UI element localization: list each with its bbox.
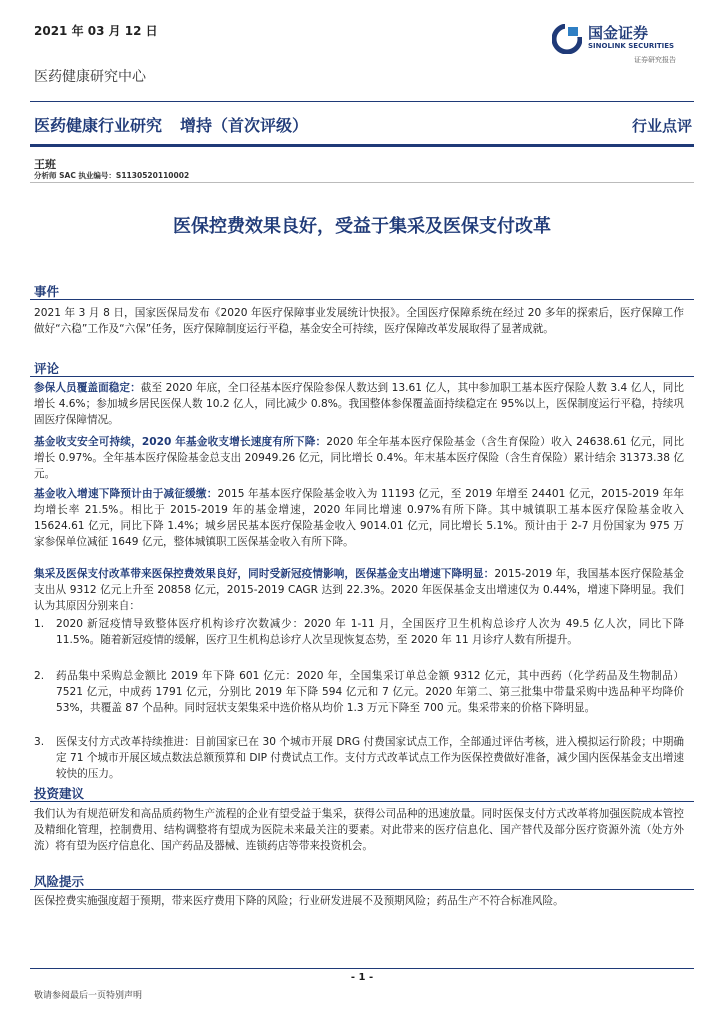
paragraph-body: 2015-2019 年，我国基本医疗保险基金支出从 9312 亿元上升至 20858 亿元，2015-2019 CAGR 达到 22.3%。2020 年医保基金支出增速仅为 0.44%，增速下降明显。我们认为其原因分别来自： (34, 568, 684, 612)
list-item (34, 616, 684, 648)
list-item (34, 734, 684, 782)
report-category: 医药健康行业研究 (34, 116, 163, 135)
list-number: 3. (34, 736, 45, 748)
analyst-name: 王班 (34, 158, 56, 171)
logo-subtitle: 证券研究报告 (634, 56, 676, 64)
header-divider (30, 101, 694, 102)
analyst-divider (30, 182, 694, 183)
paragraph-body: 2015 年基本医疗保险基金收入为 11193 亿元，至 2019 年增至 24401 亿元，2015-2019 年年均增长率 21.5%。相比于 2015-2019 年的基金增速，2020 年同比增速 0.97%有所下降。其中城镇职工基本医疗保险基金收入 15624.61 亿元，同比下降 1.4%；城乡居民基本医疗保险基金收入 9014.01 亿元，同比增长 5.1%。预计由于 2-7 月份国家为 975 万家参保单位减征 1649 亿元，整体城镇职工医保基金收入有所下降。 (34, 488, 684, 548)
list-text: 2020 新冠疫情导致整体医疗机构诊疗次数减少：2020 年 1-11 月，全国医疗卫生机构总诊疗人次为 49.5 亿人次，同比下降 11.5%。随着新冠疫情的缓解，医疗卫生机构总诊疗人次呈现恢复态势，至 2020 年 11 月诊疗人数有所提升。 (56, 618, 684, 646)
comment-paragraph-coverage (34, 380, 684, 428)
section-divider (30, 376, 694, 377)
investment-paragraph: 我们认为有规范研发和高品质药物生产流程的企业有望受益于集采，获得公司品种的迅速放量。同时医保支付方式改革将加强医院成本管控及精细化管理，控制费用、结构调整将有望成为医院未来最关注的要素。对此带来的医疗信息化、国产替代及部分医疗资源外流（处方外流）将有望为医疗信息化、国产药品及器械、连锁药店等带来投资机会。 (34, 808, 684, 852)
risk-paragraph: 医保控费实施强度超于预期，带来医疗费用下降的风险；行业研发进展不及预期风险；药品生产不符合标准风险。 (34, 895, 564, 907)
section-title-investment: 投资建议 (34, 786, 85, 801)
analyst-certificate: 分析师 SAC 执业编号：S1130520110002 (34, 171, 190, 180)
page-number: - 1 - (350, 972, 374, 983)
rating-badge: 增持（首次评级） (180, 116, 309, 135)
paragraph-lead: 基金收支安全可持续，2020 年基金收支增长速度有所下降： (34, 436, 327, 448)
paragraph-body: 截至 2020 年底，全口径基本医疗保险参保人数达到 13.61 亿人，其中参加职工基本医疗保险人数 3.4 亿人，同比增长 4.6%；参加城乡居民医保人数 10.2 亿人，同比减少 0.8%。我国整体参保覆盖面持续稳定在 95%以上，医保制度运行平稳，持续巩固医疗保障情况。 (34, 382, 684, 426)
company-logo (548, 20, 698, 72)
title-divider (30, 144, 694, 147)
report-type: 行业点评 (631, 117, 692, 135)
report-title (34, 113, 308, 136)
section-title-comment: 评论 (34, 361, 60, 376)
list-number: 1. (34, 618, 45, 630)
paragraph-body: 2020 年全年基本医疗保险基金（含生育保险）收入 24638.61 亿元，同比增长 0.97%。全年基本医疗保险基金总支出 20949.26 亿元，同比增长 0.4%。年末基本医疗保险（含生育保险）累计结余 31373.38 亿元。 (34, 436, 685, 480)
comment-paragraph-fund-safety (34, 434, 684, 482)
logo-english-name: SINOLINK SECURITIES (588, 42, 675, 50)
comment-paragraph-expenditure (34, 566, 684, 614)
logo-emblem-icon (552, 24, 582, 54)
paragraph-lead: 基金收入增速下降预计由于减征缓缴： (34, 488, 218, 500)
report-date: 2021 年 03 月 12 日 (34, 24, 158, 38)
section-divider (30, 801, 694, 802)
section-title-risk: 风险提示 (34, 874, 85, 889)
event-paragraph: 2021 年 3 月 8 日，国家医保局发布《2020 年医疗保障事业发展统计快报》。全国医疗保障系统在经过 20 多年的探索后，医疗保障工作做好“六稳”工作及“六保”任务，医疗保障制度运行平稳，基金安全可持续，医疗保障改革发展取得了显著成就。 (34, 307, 684, 335)
headline: 医保控费效果良好，受益于集采及医保支付改革 (173, 216, 551, 237)
logo-chinese-name: 国金证券 (588, 24, 649, 42)
list-text: 医保支付方式改革持续推进：目前国家已在 30 个城市开展 DRG 付费国家试点工作，全部通过评估考核，进入模拟运行阶段；中期确定 71 个城市开展区域点数法总额预算和 DIP 付费试点工作。支付方式改革试点工作为医保控费做好准备，减少国内医保基金支出增速较快的压力。 (56, 736, 684, 780)
section-divider (30, 299, 694, 300)
list-text: 药品集中采购总金额比 2019 年下降 601 亿元：2020 年，全国集采订单总金额 9312 亿元，其中西药（化学药品及生物制品）7521 亿元，中成药 1791 亿元，分别比 2019 年下降 594 亿元和 7 亿元。2020 年第二、第三批集中带量采购中选品种平均降价 53%，共覆盖 87 个品种。同时冠状支架集采中选价格从均价 1.3 万元下降至 700 元。集采带来的价格下降明显。 (56, 670, 684, 714)
research-center: 医药健康研究中心 (34, 69, 146, 85)
paragraph-lead: 集采及医保支付改革带来医保控费效果良好，同时受新冠疫情影响，医保基金支出增速下降明显： (34, 568, 495, 580)
section-divider (30, 889, 694, 890)
list-number: 2. (34, 670, 45, 682)
comment-paragraph-income (34, 486, 684, 550)
section-title-event: 事件 (34, 284, 60, 299)
paragraph-lead: 参保人员覆盖面稳定： (34, 382, 141, 394)
list-item (34, 668, 684, 716)
footer-divider (30, 968, 694, 969)
disclaimer-note: 敬请参阅最后一页特别声明 (34, 991, 143, 1001)
